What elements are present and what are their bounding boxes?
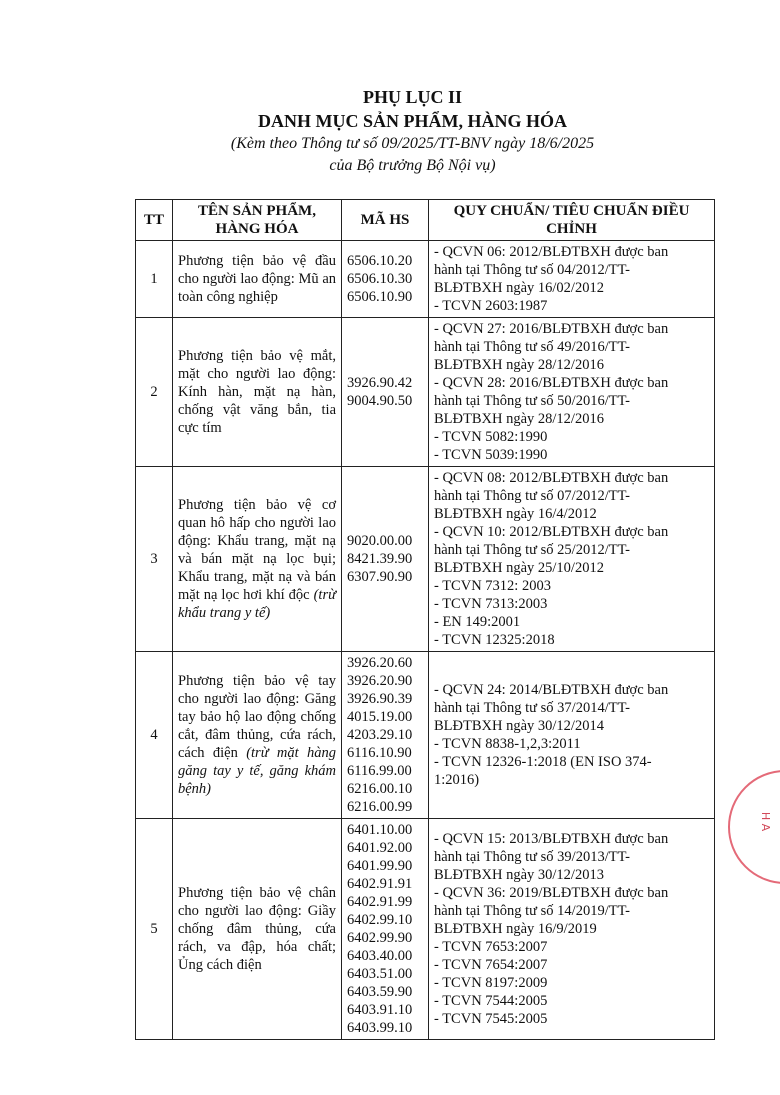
cell-product-name (173, 318, 342, 467)
cell-standards (429, 241, 715, 318)
standard-line: - TCVN 5082:1990 (434, 429, 548, 445)
standard-line: BLĐTBXH ngày 30/12/2013 (434, 867, 604, 883)
stamp-text: H A (759, 811, 773, 832)
product-name-note: (trừ mặt hàng găng tay y tế, găng khám bệnh) (178, 745, 336, 797)
subtitle-line-1: (Kèm theo Thông tư số 09/2025/TT-BNV ngày 18/6/2025 (230, 135, 595, 152)
header-hs: MÃ HS (342, 200, 429, 241)
standard-line: - QCVN 24: 2014/BLĐTBXH được ban (434, 682, 669, 698)
cell-hs-codes (342, 467, 429, 652)
header-std: QUY CHUẨN/ TIÊU CHUẨN ĐIỀU CHỈNH (429, 200, 715, 241)
hs-code: 3926.90.39 (347, 691, 413, 707)
header-name: TÊN SẢN PHẨM, HÀNG HÓA (173, 200, 342, 241)
product-name-note: (trừ khẩu trang y tế) (178, 587, 337, 621)
hs-code: 6307.90.90 (347, 569, 413, 585)
hs-code: 6402.91.91 (347, 876, 413, 892)
header-tt: TT (136, 200, 173, 241)
standard-line: - TCVN 7654:2007 (434, 957, 548, 973)
hs-code: 3926.20.60 (347, 655, 413, 671)
hs-code: 6506.10.90 (347, 289, 413, 305)
product-name-text: Phương tiện bảo vệ mắt, mặt cho người lao động: Kính hàn, mặt nạ hàn, chống vật văng bắn, tia cực tím (178, 348, 336, 436)
standard-line: - TCVN 7653:2007 (434, 939, 548, 955)
standard-line: hành tại Thông tư số 25/2012/TT- (434, 542, 630, 558)
appendix-label: PHỤ LỤC II (362, 87, 462, 107)
standard-line: - QCVN 27: 2016/BLĐTBXH được ban (434, 321, 669, 337)
hs-code: 6401.99.90 (347, 858, 413, 874)
standard-line: hành tại Thông tư số 07/2012/TT- (434, 488, 630, 504)
standard-line: - TCVN 8197:2009 (434, 975, 548, 991)
standard-line: hành tại Thông tư số 49/2016/TT- (434, 339, 630, 355)
standard-line: - TCVN 12326-1:2018 (EN ISO 374- (434, 754, 652, 770)
table-header-row (136, 200, 715, 241)
hs-code: 6116.99.00 (347, 763, 412, 779)
cell-hs-codes (342, 241, 429, 318)
table-body (136, 241, 715, 1040)
hs-code: 4203.29.10 (347, 727, 413, 743)
standard-line: BLĐTBXH ngày 25/10/2012 (434, 560, 604, 576)
hs-code: 6402.99.90 (347, 930, 413, 946)
hs-code: 6216.00.99 (347, 799, 413, 815)
cell-product-name (173, 652, 342, 819)
hs-code: 4015.19.00 (347, 709, 413, 725)
standard-line: BLĐTBXH ngày 16/4/2012 (434, 506, 597, 522)
standard-line: BLĐTBXH ngày 16/02/2012 (434, 280, 604, 296)
standard-line: - QCVN 15: 2013/BLĐTBXH được ban (434, 831, 669, 847)
cell-standards (429, 318, 715, 467)
page-title: DANH MỤC SẢN PHẨM, HÀNG HÓA (258, 111, 567, 131)
standard-line: - QCVN 08: 2012/BLĐTBXH được ban (434, 470, 669, 486)
standard-line: hành tại Thông tư số 04/2012/TT- (434, 262, 630, 278)
hs-code: 8421.39.90 (347, 551, 413, 567)
standard-line: - EN 149:2001 (434, 614, 521, 630)
standard-line: BLĐTBXH ngày 30/12/2014 (434, 718, 604, 734)
hs-code: 3926.20.90 (347, 673, 413, 689)
standard-line: 1:2016) (434, 772, 480, 788)
standard-line: - TCVN 7313:2003 (434, 596, 548, 612)
cell-product-name (173, 819, 342, 1040)
standard-line: hành tại Thông tư số 14/2019/TT- (434, 903, 630, 919)
standard-line: BLĐTBXH ngày 28/12/2016 (434, 411, 604, 427)
table-row (136, 819, 715, 1040)
product-name-text: Phương tiện bảo vệ cơ quan hô hấp cho người lao động: Khẩu trang, mặt nạ và bán mặt nạ lọc bụi; Khẩu trang, mặt nạ và bán mặt nạ lọc hơi khí độc (178, 497, 336, 603)
hs-code: 6401.10.00 (347, 822, 413, 838)
product-name-text: Phương tiện bảo vệ tay cho người lao động: Găng tay bảo hộ lao động chống cắt, đâm thủng, cứa rách, cách điện (178, 673, 336, 761)
standard-line: - QCVN 06: 2012/BLĐTBXH được ban (434, 244, 669, 260)
cell-tt: 2 (136, 318, 173, 467)
hs-code: 9020.00.00 (347, 533, 413, 549)
cell-tt: 5 (136, 819, 173, 1040)
red-seal-stamp (728, 770, 780, 884)
table-row (136, 652, 715, 819)
cell-hs-codes (342, 652, 429, 819)
standard-line: BLĐTBXH ngày 28/12/2016 (434, 357, 604, 373)
standard-line: - QCVN 10: 2012/BLĐTBXH được ban (434, 524, 669, 540)
hs-code: 3926.90.42 (347, 375, 413, 391)
standard-line: - TCVN 7545:2005 (434, 1011, 548, 1027)
cell-standards (429, 467, 715, 652)
standard-line: hành tại Thông tư số 50/2016/TT- (434, 393, 630, 409)
product-name-text: Phương tiện bảo vệ đầu cho người lao động: Mũ an toàn công nghiệp (178, 253, 336, 305)
cell-product-name (173, 241, 342, 318)
hs-code: 6401.92.00 (347, 840, 413, 856)
hs-code: 6403.99.10 (347, 1020, 413, 1036)
hs-code: 6506.10.20 (347, 253, 413, 269)
hs-code: 6403.40.00 (347, 948, 413, 964)
hs-code: 6216.00.10 (347, 781, 413, 797)
cell-standards (429, 652, 715, 819)
hs-code: 6116.10.90 (347, 745, 412, 761)
cell-standards (429, 819, 715, 1040)
product-name-text: Phương tiện bảo vệ chân cho người lao động: Giầy chống đâm thủng, cứa rách, va đập, hóa chất; Ủng cách điện (178, 885, 336, 973)
standard-line: - QCVN 28: 2016/BLĐTBXH được ban (434, 375, 669, 391)
standard-line: - TCVN 5039:1990 (434, 447, 548, 463)
standard-line: - TCVN 7544:2005 (434, 993, 548, 1009)
cell-tt: 4 (136, 652, 173, 819)
standard-line: hành tại Thông tư số 39/2013/TT- (434, 849, 630, 865)
table-row (136, 241, 715, 318)
cell-product-name (173, 467, 342, 652)
cell-hs-codes (342, 819, 429, 1040)
hs-code: 6403.51.00 (347, 966, 413, 982)
standard-line: - TCVN 8838-1,2,3:2011 (434, 736, 581, 752)
hs-code: 6506.10.30 (347, 271, 413, 287)
standard-line: - QCVN 36: 2019/BLĐTBXH được ban (434, 885, 669, 901)
cell-tt: 1 (136, 241, 173, 318)
table-row (136, 318, 715, 467)
standard-line: - TCVN 2603:1987 (434, 298, 548, 314)
document-header (0, 86, 780, 177)
cell-tt: 3 (136, 467, 173, 652)
standard-line: - TCVN 7312: 2003 (434, 578, 551, 594)
subtitle-line-2: của Bộ trưởng Bộ Nội vụ) (329, 157, 496, 174)
product-table (135, 199, 715, 1040)
hs-code: 6403.91.10 (347, 1002, 413, 1018)
standard-line: BLĐTBXH ngày 16/9/2019 (434, 921, 597, 937)
hs-code: 6403.59.90 (347, 984, 413, 1000)
standard-line: hành tại Thông tư số 37/2014/TT- (434, 700, 630, 716)
hs-code: 6402.91.99 (347, 894, 413, 910)
table-row (136, 467, 715, 652)
cell-hs-codes (342, 318, 429, 467)
hs-code: 9004.90.50 (347, 393, 413, 409)
hs-code: 6402.99.10 (347, 912, 413, 928)
standard-line: - TCVN 12325:2018 (434, 632, 555, 648)
